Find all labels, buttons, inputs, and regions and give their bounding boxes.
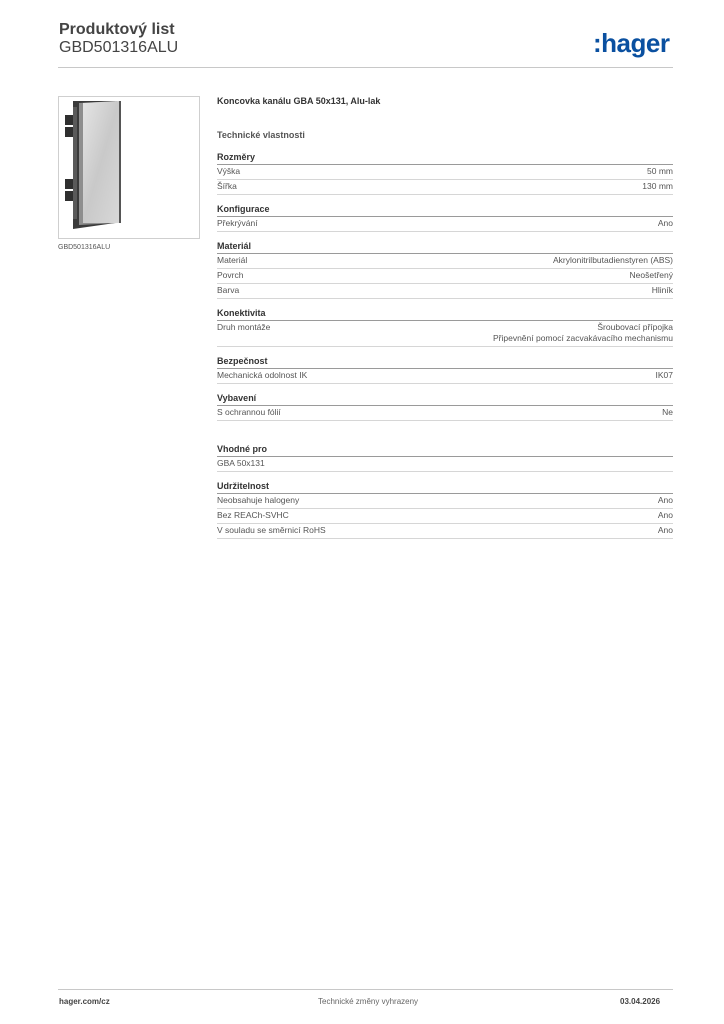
spec-group: [217, 308, 673, 347]
spec-value: [662, 407, 673, 418]
hager-logo[interactable]: :hager: [593, 28, 670, 58]
spec-label: Mechanická odolnost IK: [217, 370, 308, 380]
spec-row: [217, 457, 673, 472]
spec-sheet: [217, 96, 673, 548]
spec-value: [658, 510, 673, 521]
spec-group-title: Materiál: [217, 241, 673, 254]
spec-row: [217, 165, 673, 180]
spec-group: [217, 241, 673, 299]
product-code: GBD501316ALU: [59, 39, 179, 56]
spec-label: Šířka: [217, 181, 237, 191]
spec-row: [217, 180, 673, 195]
spec-label: Překrývání: [217, 218, 258, 228]
spec-label: GBA 50x131: [217, 458, 265, 468]
spec-group-title: Bezpečnost: [217, 356, 673, 369]
spec-group-title: Vhodné pro: [217, 444, 673, 457]
spec-group: [217, 204, 673, 232]
spec-row: [217, 269, 673, 284]
spec-row: [217, 369, 673, 384]
spec-group-title: Udržitelnost: [217, 481, 673, 494]
spec-value-line: Akrylonitrilbutadienstyren (ABS): [553, 255, 673, 265]
spec-group-title: Konfigurace: [217, 204, 673, 217]
spec-label: Druh montáže: [217, 322, 271, 332]
spec-group: [217, 393, 673, 421]
spec-row: [217, 509, 673, 524]
spec-row: [217, 217, 673, 232]
spec-value: [656, 370, 674, 381]
spec-value: [652, 285, 673, 296]
spec-label: Povrch: [217, 270, 244, 280]
spec-value-line: 50 mm: [647, 166, 673, 176]
image-caption: GBD501316ALU: [58, 244, 111, 251]
spec-value-line: Neošetřený: [629, 270, 673, 280]
spec-value-line: Ano: [657, 218, 673, 228]
spec-row: [217, 254, 673, 269]
spec-label: Barva: [217, 285, 240, 295]
spec-group: [217, 481, 673, 539]
spec-group: [217, 444, 673, 472]
spec-value-line: Ano: [657, 510, 673, 520]
page-title: Produktový list: [59, 21, 175, 38]
spec-value: [658, 525, 673, 536]
cable-duct-end-cap-image: [59, 97, 199, 238]
product-image: [58, 96, 200, 239]
spec-group: [217, 356, 673, 384]
spec-label: Výška: [217, 166, 241, 176]
spec-label: Bez REACh-SVHC: [217, 510, 289, 520]
spec-row: [217, 524, 673, 539]
spec-value-line: Šroubovací přípojka: [597, 322, 673, 332]
product-name: Koncovka kanálu GBA 50x131, Alu-lak: [217, 96, 381, 106]
spec-value-line: 130 mm: [642, 181, 673, 191]
spec-groups: [217, 152, 673, 539]
header-divider: [58, 67, 673, 68]
spec-value: [630, 270, 673, 281]
spec-row: [217, 494, 673, 509]
technical-properties-heading: Technické vlastnosti: [217, 130, 305, 140]
spec-label: V souladu se směrnicí RoHS: [217, 525, 326, 535]
spec-row: [217, 406, 673, 421]
footer-note: Technické změny vyhrazeny: [318, 997, 419, 1006]
spec-group-title: Konektivita: [217, 308, 673, 321]
spec-value-line: Připevnění pomocí zacvakávacího mechanismu: [492, 333, 673, 343]
spec-label: Materiál: [217, 255, 248, 265]
spec-value-line: Hliník: [651, 285, 673, 295]
spec-value: [493, 322, 673, 344]
spec-value: [553, 255, 673, 266]
footer-divider: [58, 989, 673, 990]
logo-text: hager: [601, 28, 670, 58]
spec-value-line: Ano: [657, 495, 673, 505]
footer-date: 03.04.2026: [620, 997, 661, 1006]
spec-value: [658, 495, 673, 506]
spec-label: S ochrannou fólií: [217, 407, 281, 417]
group-spacer: [217, 430, 673, 444]
spec-label: Neobsahuje halogeny: [217, 495, 300, 505]
spec-value-line: Ano: [657, 525, 673, 535]
spec-group: [217, 152, 673, 195]
footer-website-link[interactable]: hager.com/cz: [59, 997, 110, 1006]
spec-value: [658, 218, 673, 229]
spec-row: [217, 284, 673, 299]
spec-value-line: Ne: [662, 407, 673, 417]
spec-value-line: IK07: [655, 370, 673, 380]
spec-value: [642, 181, 673, 192]
spec-group-title: Vybavení: [217, 393, 673, 406]
spec-value: [647, 166, 673, 177]
spec-group-title: Rozměry: [217, 152, 673, 165]
spec-row: [217, 321, 673, 347]
